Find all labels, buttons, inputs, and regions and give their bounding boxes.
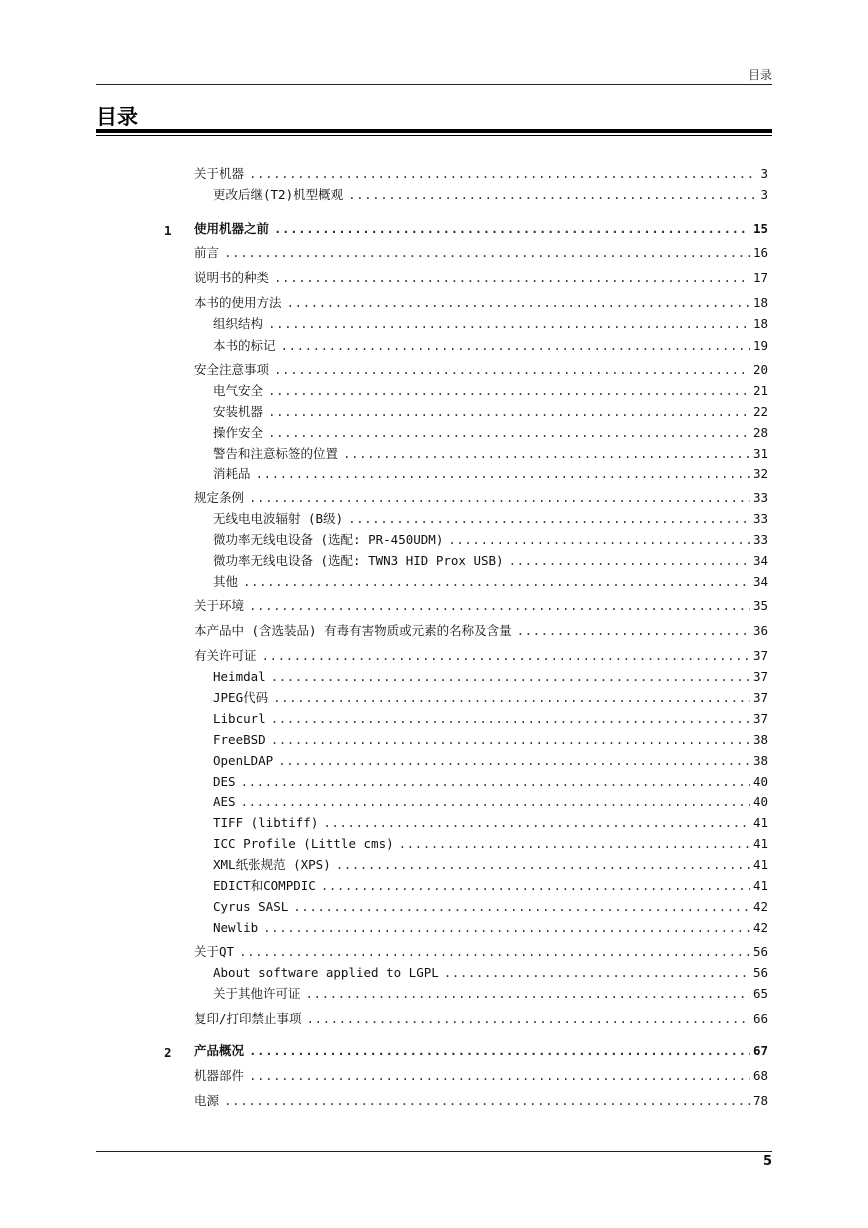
toc-entry-title: 电源 <box>194 1093 220 1108</box>
toc-page-number: 20 <box>752 362 768 377</box>
dot-leader <box>348 187 757 203</box>
toc-subentry[interactable] <box>213 383 768 400</box>
dot-leader <box>278 753 750 769</box>
toc-entry-title: 关于其他许可证 <box>213 986 301 1001</box>
toc-entry-title: Heimdal <box>213 669 266 684</box>
dot-leader <box>343 446 750 462</box>
toc-page-number: 37 <box>752 711 768 726</box>
toc-page-number: 37 <box>752 690 768 705</box>
toc-subentry[interactable] <box>213 466 768 483</box>
toc-page-number: 32 <box>752 466 768 481</box>
dot-leader <box>287 295 750 311</box>
toc-page-number: 3 <box>760 166 768 181</box>
title-rule-thin <box>96 135 772 136</box>
toc-chapter-entry[interactable] <box>194 221 768 238</box>
toc-page-number: 42 <box>752 920 768 935</box>
toc-subentry[interactable] <box>213 404 768 421</box>
toc-entry-title: 警告和注意标签的位置 <box>213 446 339 461</box>
toc-entry-title: AES <box>213 794 236 809</box>
dot-leader <box>249 490 750 506</box>
toc-subentry[interactable] <box>213 446 768 463</box>
toc-entry-title: 有关许可证 <box>194 648 257 663</box>
page-title: 目录 <box>96 105 138 129</box>
toc-subentry[interactable] <box>213 965 768 982</box>
toc-page-number: 68 <box>752 1068 768 1083</box>
toc-chapter-entry[interactable] <box>194 1043 768 1060</box>
dot-leader <box>268 316 750 332</box>
toc-entry-title: EDICT和COMPDIC <box>213 878 316 893</box>
toc-page-number: 65 <box>752 986 768 1001</box>
toc-page-number: 18 <box>752 316 768 331</box>
dot-leader <box>241 794 750 810</box>
toc-page-number: 41 <box>752 836 768 851</box>
dot-leader <box>448 532 750 548</box>
dot-leader <box>224 245 750 261</box>
toc-entry[interactable] <box>194 270 768 287</box>
toc-subentry[interactable] <box>213 986 768 1003</box>
toc-entry-title: About software applied to LGPL <box>213 965 439 980</box>
toc-entry-title: 微功率无线电设备 (选配: TWN3 HID Prox USB) <box>213 553 504 568</box>
dot-leader <box>509 553 750 569</box>
toc-entry-title: 消耗品 <box>213 466 251 481</box>
dot-leader <box>262 648 750 664</box>
header-rule <box>96 84 772 85</box>
toc-page-number: 40 <box>752 794 768 809</box>
toc-subentry[interactable] <box>213 669 768 686</box>
toc-entry-title: 更改后继(T2)机型概观 <box>213 187 344 202</box>
toc-page-number: 17 <box>752 270 768 285</box>
dot-leader <box>256 466 750 482</box>
toc-page-number: 34 <box>752 553 768 568</box>
toc-entry-title: 机器部件 <box>194 1068 245 1083</box>
toc-page-number: 35 <box>752 598 768 613</box>
dot-leader <box>249 166 757 182</box>
toc-entry-title: DES <box>213 774 236 789</box>
toc-entry[interactable] <box>194 1068 768 1085</box>
dot-leader <box>293 899 750 915</box>
toc-entry-title: 电气安全 <box>213 383 264 398</box>
toc-entry-title: 其他 <box>213 574 239 589</box>
running-header: 目录 <box>747 68 772 82</box>
toc-entry-title: 规定条例 <box>194 490 245 505</box>
toc-page-number: 41 <box>752 878 768 893</box>
dot-leader <box>517 623 750 639</box>
toc-entry-title: ICC Profile (Little cms) <box>213 836 394 851</box>
dot-leader <box>263 920 750 936</box>
toc-page-number: 41 <box>752 857 768 872</box>
dot-leader <box>348 511 750 527</box>
toc-page-number: 33 <box>752 490 768 505</box>
toc-entry-title: 关于环境 <box>194 598 245 613</box>
toc-entry[interactable] <box>194 623 768 640</box>
dot-leader <box>273 690 750 706</box>
dot-leader <box>249 598 750 614</box>
toc-page-number: 36 <box>752 623 768 638</box>
toc-page-number: 38 <box>752 732 768 747</box>
dot-leader <box>271 732 750 748</box>
toc-entry-title: 本书的标记 <box>213 338 276 353</box>
toc-entry-title: 说明书的种类 <box>194 270 270 285</box>
chapter-number: 2 <box>164 1045 172 1060</box>
toc-subentry[interactable] <box>213 511 768 528</box>
toc-entry-title: XML纸张规范 (XPS) <box>213 857 331 872</box>
toc-entry-title: 本产品中 (含选装品) 有毒有害物质或元素的名称及含量 <box>194 623 512 638</box>
toc-page-number: 28 <box>752 425 768 440</box>
toc-entry-title: JPEG代码 <box>213 690 269 705</box>
toc-entry-title: 组织结构 <box>213 316 264 331</box>
dot-leader <box>281 338 750 354</box>
toc-entry-title: 复印/打印禁止事项 <box>194 1011 302 1026</box>
toc-page-number: 33 <box>752 532 768 547</box>
dot-leader <box>274 362 750 378</box>
toc-page-number: 56 <box>752 944 768 959</box>
toc-entry-title: 产品概况 <box>194 1043 245 1058</box>
toc-entry-title: 操作安全 <box>213 425 264 440</box>
toc-subentry[interactable] <box>213 553 768 570</box>
toc-subentry[interactable] <box>213 815 768 832</box>
title-rule <box>96 129 772 133</box>
dot-leader <box>268 383 750 399</box>
toc-page-number: 42 <box>752 899 768 914</box>
footer-rule <box>96 1151 772 1152</box>
dot-leader <box>271 711 750 727</box>
toc-subentry[interactable] <box>213 187 768 204</box>
toc-entry-title: 前言 <box>194 245 220 260</box>
toc-page-number: 37 <box>752 669 768 684</box>
toc-subentry[interactable] <box>213 532 768 549</box>
toc-entry[interactable] <box>194 648 768 665</box>
toc-subentry[interactable] <box>213 836 768 853</box>
toc-entry-title: 关于机器 <box>194 166 245 181</box>
toc-entry-title: 安全注意事项 <box>194 362 270 377</box>
toc-entry[interactable] <box>194 944 768 961</box>
toc-page-number: 66 <box>752 1011 768 1026</box>
toc-page-number: 22 <box>752 404 768 419</box>
chapter-number: 1 <box>164 223 172 238</box>
toc-page-number: 31 <box>752 446 768 461</box>
toc-subentry[interactable] <box>213 857 768 874</box>
toc-page-number: 16 <box>752 245 768 260</box>
toc-page-number: 34 <box>752 574 768 589</box>
toc-page-number: 21 <box>752 383 768 398</box>
dot-leader <box>243 574 750 590</box>
toc-entry-title: Cyrus SASL <box>213 899 289 914</box>
toc-subentry[interactable] <box>213 732 768 749</box>
toc-entry-title: 安装机器 <box>213 404 264 419</box>
toc-page-number: 40 <box>752 774 768 789</box>
dot-leader <box>321 878 750 894</box>
toc-entry-title: TIFF (libtiff) <box>213 815 319 830</box>
toc-entry-title: 本书的使用方法 <box>194 295 282 310</box>
toc-entry[interactable] <box>194 598 768 615</box>
toc-entry-title: 无线电电波辐射 (B级) <box>213 511 344 526</box>
toc-entry[interactable] <box>194 245 768 262</box>
toc-page-number: 78 <box>752 1093 768 1108</box>
toc-page-number: 33 <box>752 511 768 526</box>
toc-page-number: 41 <box>752 815 768 830</box>
toc-page-number: 18 <box>752 295 768 310</box>
dot-leader <box>336 857 750 873</box>
toc-entry-title: 关于QT <box>194 944 235 959</box>
toc-entry[interactable] <box>194 1093 768 1110</box>
toc-entry-title: OpenLDAP <box>213 753 274 768</box>
toc-subentry[interactable] <box>213 920 768 937</box>
toc-entry[interactable] <box>194 490 768 507</box>
toc-page-number: 37 <box>752 648 768 663</box>
dot-leader <box>399 836 750 852</box>
dot-leader <box>271 669 750 685</box>
dot-leader <box>268 404 750 420</box>
dot-leader <box>307 1011 750 1027</box>
toc-subentry[interactable] <box>213 753 768 770</box>
dot-leader <box>268 425 750 441</box>
toc-entry-title: Libcurl <box>213 711 266 726</box>
dot-leader <box>249 1043 750 1059</box>
toc-subentry[interactable] <box>213 878 768 895</box>
toc-subentry[interactable] <box>213 338 768 355</box>
dot-leader <box>306 986 750 1002</box>
toc-page-number: 3 <box>760 187 768 202</box>
toc-page-number: 15 <box>752 221 768 236</box>
toc-subentry[interactable] <box>213 425 768 442</box>
dot-leader <box>274 270 750 286</box>
toc-subentry[interactable] <box>213 316 768 333</box>
toc-entry[interactable] <box>194 295 768 312</box>
toc-entry[interactable] <box>194 1011 768 1028</box>
toc-subentry[interactable] <box>213 574 768 591</box>
dot-leader <box>224 1093 750 1109</box>
toc-subentry[interactable] <box>213 774 768 791</box>
toc-subentry[interactable] <box>213 794 768 811</box>
toc-page-number: 38 <box>752 753 768 768</box>
toc-entry-title: 微功率无线电设备 (选配: PR-450UDM) <box>213 532 444 547</box>
dot-leader <box>249 1068 750 1084</box>
dot-leader <box>323 815 750 831</box>
toc-page-number: 67 <box>752 1043 768 1058</box>
toc-subentry[interactable] <box>213 899 768 916</box>
toc-entry-title: 使用机器之前 <box>194 221 270 236</box>
dot-leader <box>444 965 750 981</box>
toc-entry-title: Newlib <box>213 920 259 935</box>
toc-page-number: 56 <box>752 965 768 980</box>
dot-leader <box>239 944 750 960</box>
toc-entry[interactable] <box>194 166 768 183</box>
toc-page-number: 19 <box>752 338 768 353</box>
toc-subentry[interactable] <box>213 711 768 728</box>
toc-entry-title: FreeBSD <box>213 732 266 747</box>
page-number: 5 <box>762 1154 772 1169</box>
toc-subentry[interactable] <box>213 690 768 707</box>
toc-entry[interactable] <box>194 362 768 379</box>
dot-leader <box>241 774 750 790</box>
dot-leader <box>274 221 750 237</box>
